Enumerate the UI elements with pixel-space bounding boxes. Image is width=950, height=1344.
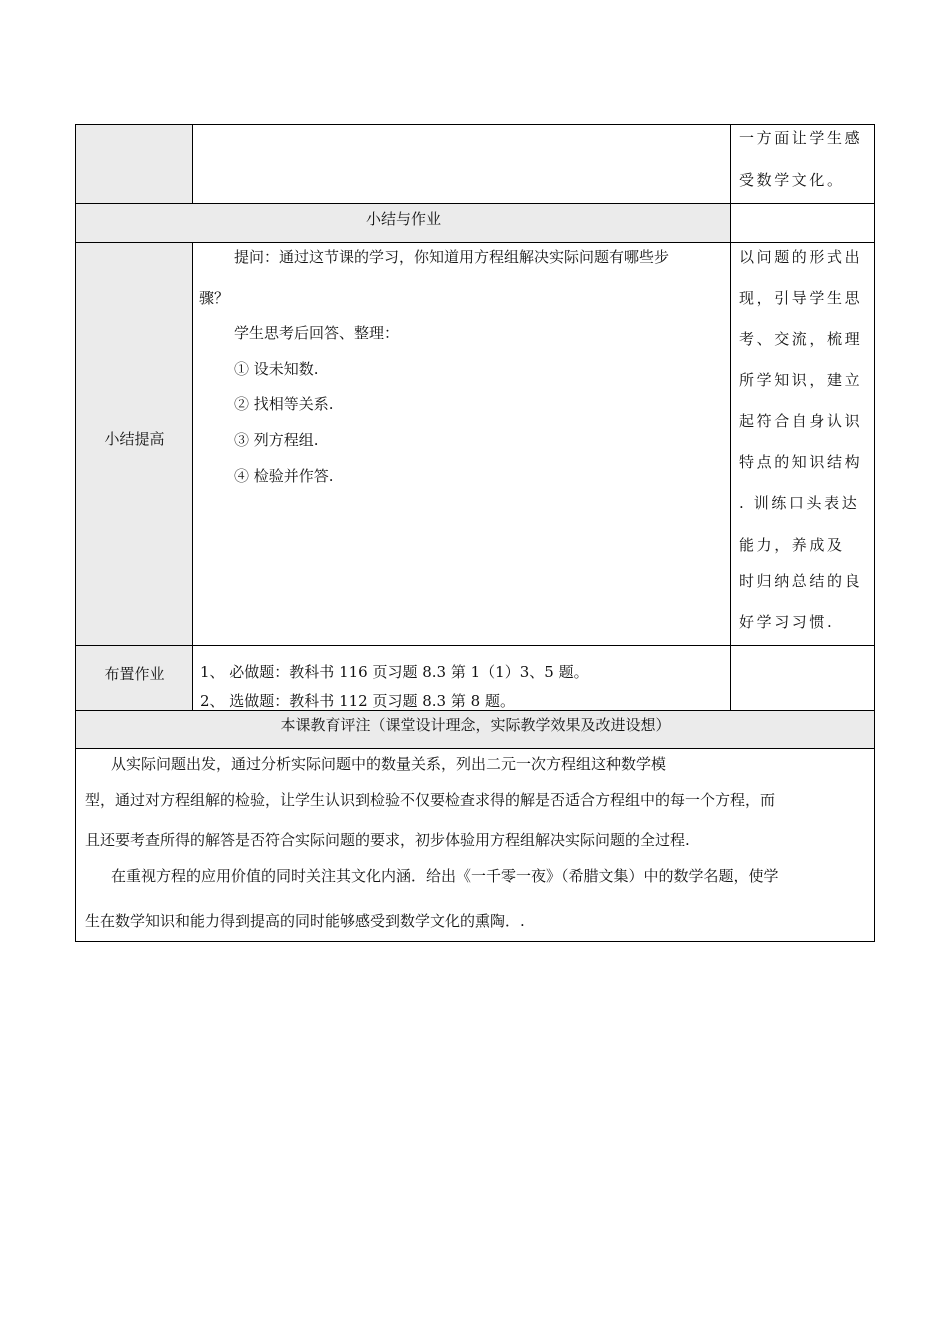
evaluation-paragraph-line: 型，通过对方程组解的检验，让学生认识到检验不仅要检查求得的解是否适合方程组中的每一个方程，而 [85,791,776,809]
top-row-label-cell [76,125,193,204]
evaluation-paragraph-line: 且还要考查所得的解答是否符合实际问题的要求，初步体验用方程组解决实际问题的全过程. [85,831,690,849]
summary-header: 小结与作业 [365,210,441,228]
summary-step: ③ 列方程组. [234,431,319,449]
homework-item-optional: 2、 选做题：教科书 112 页习题 8.3 第 8 题。 [200,692,515,710]
summary-note-line: 时归纳总结的良 [739,572,863,590]
summary-note-line: 特点的知识结构 [739,453,863,471]
top-note-line: 一方面让学生感 [739,129,863,147]
summary-note-line: 考、交流，梳理 [739,330,863,348]
summary-question: 提问：通过这节课的学习，你知道用方程组解决实际问题有哪些步 [234,248,670,266]
summary-note-line: 以问题的形式出 [739,248,863,266]
summary-note-line: 起符合自身认识 [739,412,863,430]
homework-item-required: 1、 必做题：教科书 116 页习题 8.3 第 1（1）3、5 题。 [200,663,589,681]
summary-note-line: 能力，养成及 [739,536,845,554]
summary-question-cont: 骤？ [199,289,230,307]
evaluation-paragraph-line: 在重视方程的应用价值的同时关注其文化内涵．给出《一千零一夜》（希腊文集）中的数学名题，使学 [111,867,779,885]
summary-label: 小结提高 [104,430,165,448]
evaluation-paragraph-line: 生在数学知识和能力得到提高的同时能够感受到数学文化的熏陶．. [85,912,525,930]
summary-step: ④ 检验并作答. [234,467,334,485]
summary-answer-intro: 学生思考后回答、整理： [234,324,400,342]
summary-note-line: 现，引导学生思 [739,289,863,307]
evaluation-header: 本课教育评注（课堂设计理念，实际教学效果及改进设想） [280,716,671,734]
evaluation-paragraph-line: 从实际问题出发，通过分析实际问题中的数量关系，列出二元一次方程组这种数学模 [111,755,667,773]
summary-note-line: 好学习习惯. [739,613,835,631]
summary-note-line: . 训练口头表达 [739,494,860,512]
homework-label: 布置作业 [104,665,165,683]
summary-step: ② 找相等关系. [234,395,334,413]
top-note-line: 受数学文化。 [739,171,845,189]
summary-step: ① 设未知数. [234,360,319,378]
summary-note-line: 所学知识，建立 [739,371,863,389]
